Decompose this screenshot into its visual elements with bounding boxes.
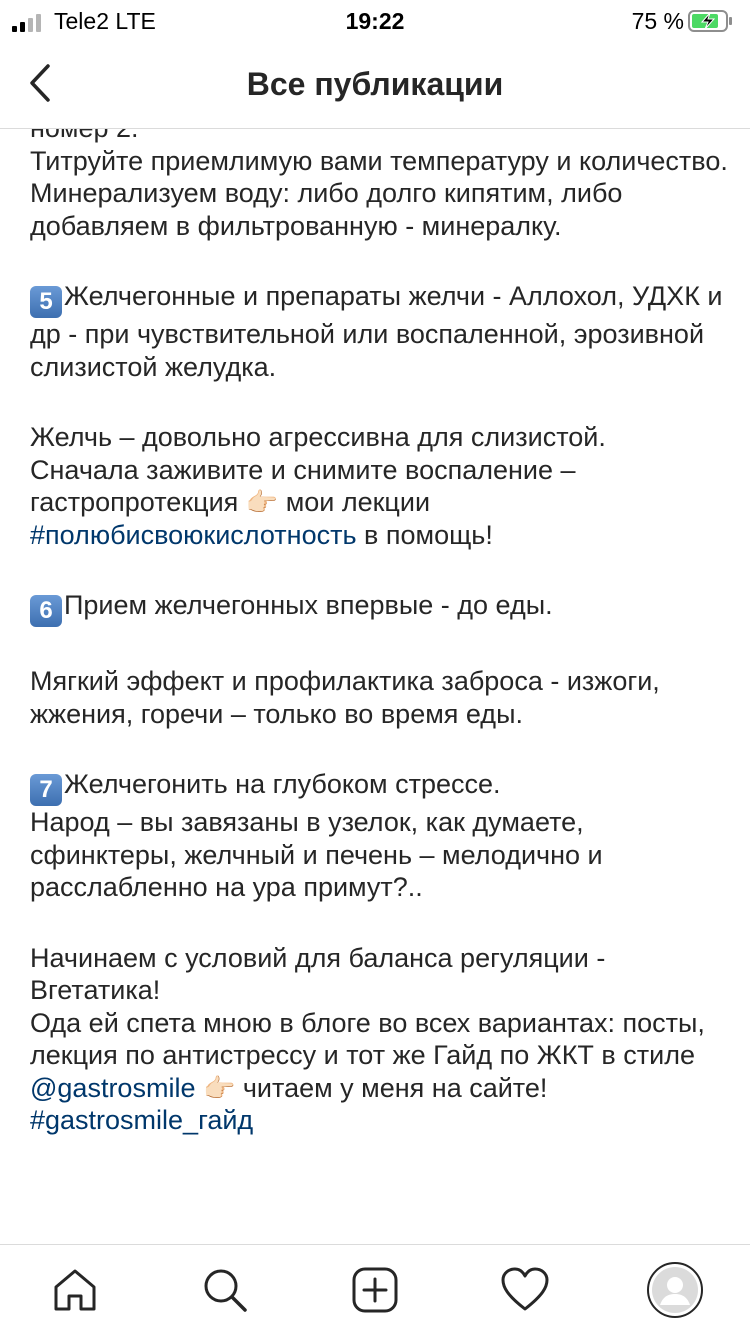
caption-paragraph <box>30 112 730 242</box>
post-caption <box>30 112 730 1244</box>
caption-text: мои лекции <box>278 487 431 517</box>
caption-paragraph <box>30 589 730 627</box>
battery-charging-icon <box>688 10 734 32</box>
caption-paragraph: Мягкий эффект и профилактика заброса - изжоги, жжения, горечи – только во время еды. <box>30 666 660 729</box>
caption-paragraph <box>30 768 730 904</box>
battery-percent: 75 % <box>631 8 684 34</box>
pointing-hand-icon: 👉🏻 <box>202 1072 236 1103</box>
clock: 19:22 <box>345 8 405 34</box>
caption-paragraph <box>30 421 730 551</box>
new-post-icon <box>352 1267 398 1313</box>
caption-text: Желчегонить на глубоком стрессе. <box>64 769 501 799</box>
bottom-tab-bar <box>0 1244 750 1335</box>
caption-text: читаем у меня на сайте! <box>235 1072 548 1103</box>
caption-text: Ода ей спета мною в блоге во всех вариантах: посты, лекция по антистрессу и тот же Гайд по ЖКТ в стиле <box>30 1007 705 1070</box>
caption-text: Желчегонные и препараты желчи - Аллохол, УДХК и др - при чувствительной или воспаленной, эрозивной слизистой желудка. <box>30 281 723 382</box>
caption-text: Народ – вы завязаны в узелок, как думаете, сфинктеры, желчный и печень – мелодично и расслабленно на ура примут?.. <box>30 807 603 902</box>
caption-text: Прием желчегонных впервые - до еды. <box>64 590 553 620</box>
keycap-5-icon: 5 <box>30 286 62 318</box>
tab-profile[interactable] <box>646 1261 704 1319</box>
caption-text: Титруйте приемлимую вами температуру и количество. <box>30 145 728 176</box>
tab-home[interactable] <box>50 1265 100 1315</box>
mention-link[interactable]: @gastrosmile <box>30 1072 196 1103</box>
caption-text: Желчь – довольно агрессивна для слизистой. <box>30 422 606 452</box>
navigation-bar <box>0 42 750 129</box>
caption-text: в помощь! <box>356 519 493 550</box>
carrier-label: Tele2 LTE <box>54 8 156 34</box>
tab-activity[interactable] <box>500 1265 550 1315</box>
keycap-6-icon: 6 <box>30 595 62 627</box>
hashtag-link[interactable]: #gastrosmile_гайд <box>30 1105 254 1135</box>
caption-text: Начинаем с условий для баланса регуляции - Вгетатика! <box>30 942 606 1005</box>
home-icon <box>52 1267 98 1313</box>
hashtag-link[interactable]: #полюбисвоюкислотность <box>30 519 357 550</box>
search-icon <box>202 1267 248 1313</box>
caption-paragraph <box>30 942 730 1137</box>
caption-text: Сначала заживите и снимите воспаление – гастропротекция <box>30 454 576 517</box>
caption-paragraph <box>30 280 730 383</box>
caption-text: Минерализуем воду: либо долго кипятим, либо добавляем в фильтрованную - минералку. <box>30 178 623 241</box>
tab-new-post[interactable] <box>350 1265 400 1315</box>
keycap-7-icon: 7 <box>30 774 62 806</box>
status-bar <box>0 0 750 42</box>
page-title: Все публикации <box>246 66 504 102</box>
activity-heart-icon <box>501 1267 549 1313</box>
pointing-hand-icon: 👉🏻 <box>245 487 279 517</box>
profile-avatar-icon <box>646 1261 704 1319</box>
tab-search[interactable] <box>200 1265 250 1315</box>
